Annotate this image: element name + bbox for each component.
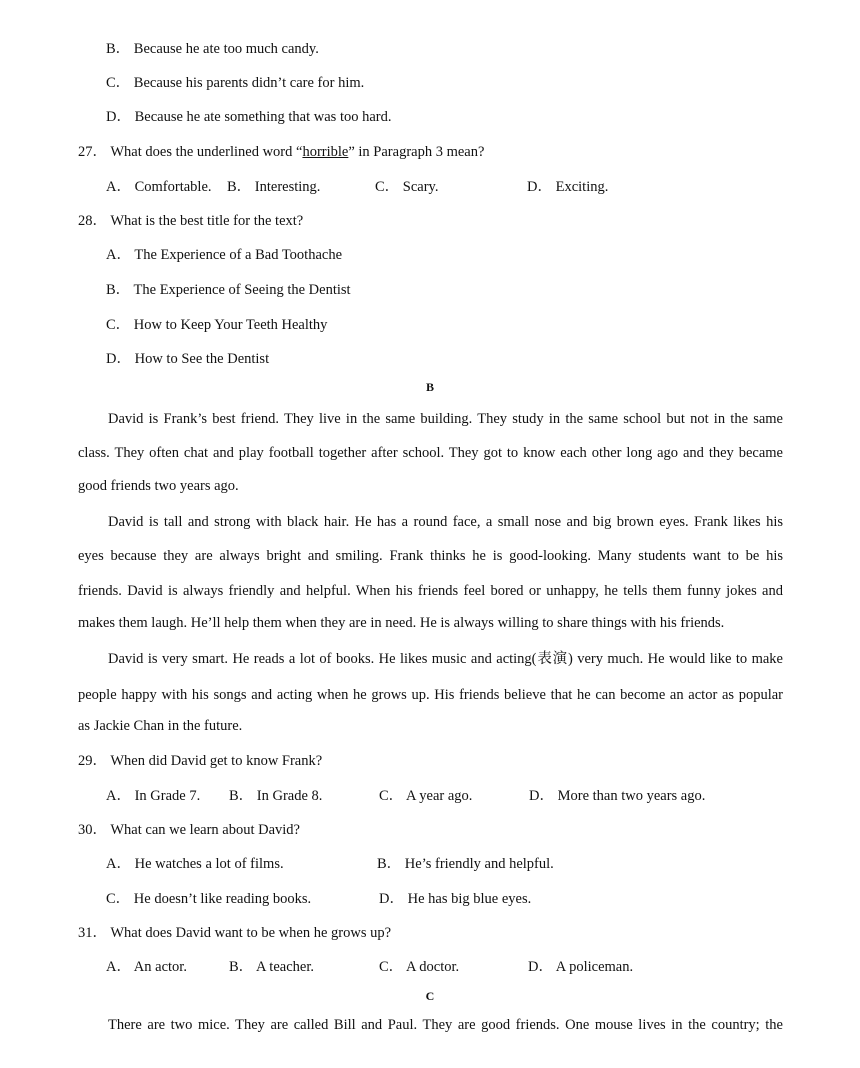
q31-option-a: A． An actor. xyxy=(106,959,187,975)
q30-option-d: D． He has big blue eyes. xyxy=(379,891,532,907)
section-b-heading: B xyxy=(425,380,434,394)
q29-option-a: A． In Grade 7. xyxy=(106,788,201,804)
section-b-p3-line3: as Jackie Chan in the future. xyxy=(78,718,243,734)
q29-option-b: B． In Grade 8. xyxy=(229,788,323,804)
q27-underlined-word: horrible xyxy=(302,144,349,160)
q27-stem-after: ” in Paragraph 3 mean? xyxy=(348,144,485,160)
q30-stem: 30． What can we learn about David? xyxy=(78,822,300,838)
q28-stem: 28． What is the best title for the text? xyxy=(78,213,304,229)
q30-option-b: B． He’s friendly and helpful. xyxy=(377,856,554,872)
section-b-p2-line2: eyes because they are always bright and smiling. Frank thinks he is good-looking. Many students want to be his xyxy=(78,548,783,564)
section-c-heading: C xyxy=(425,989,435,1003)
section-b-p3-line2: people happy with his songs and acting when he grows up. His friends believe that he can become an actor as popular xyxy=(78,687,783,703)
q29-option-c: C． A year ago. xyxy=(379,788,473,804)
section-b-p1-line3: good friends two years ago. xyxy=(78,478,239,494)
q31-option-d: D． A policeman. xyxy=(528,959,634,975)
q28-option-a: A． The Experience of a Bad Toothache xyxy=(106,247,343,263)
section-b-p2-line3: friends. David is always friendly and helpful. When his friends feel bored or unhappy, he tells them funny jokes and xyxy=(78,583,783,599)
section-b-p1-line1: David is Frank’s best friend. They live in the same building. They study in the same school but not in the same xyxy=(108,411,783,427)
section-b-p2-line1: David is tall and strong with black hair. He has a round face, a small nose and big brown eyes. Frank likes his xyxy=(108,514,783,530)
q27-option-b: B． Interesting. xyxy=(227,179,321,195)
q31-stem: 31． What does David want to be when he grows up? xyxy=(78,925,392,941)
section-c-p1-line1: There are two mice. They are called Bill and Paul. They are good friends. One mouse lives in the country; the xyxy=(108,1017,783,1033)
q30-option-c: C． He doesn’t like reading books. xyxy=(106,891,312,907)
q28-option-c: C． How to Keep Your Teeth Healthy xyxy=(106,317,328,333)
q28-option-b: B． The Experience of Seeing the Dentist xyxy=(106,282,351,298)
q27-stem-before: 27． What does the underlined word “ xyxy=(78,144,303,160)
section-b-p2-line4: makes them laugh. He’ll help them when they are in need. He is always willing to share things with his friends. xyxy=(78,615,725,631)
q27-option-c: C． Scary. xyxy=(375,179,439,195)
section-b-p1-line2: class. They often chat and play football together after school. They got to know each other long ago and they became xyxy=(78,445,783,461)
q26-option-c: C． Because his parents didn’t care for him. xyxy=(106,75,365,91)
q31-option-c: C． A doctor. xyxy=(379,959,460,975)
q26-option-d: D． Because he ate something that was too hard. xyxy=(106,109,392,125)
q29-option-d: D． More than two years ago. xyxy=(529,788,706,804)
q28-option-d: D． How to See the Dentist xyxy=(106,351,270,367)
q27-option-a: A． Comfortable. xyxy=(106,179,212,195)
q27-option-d: D． Exciting. xyxy=(527,179,609,195)
section-b-p3-line1: David is very smart. He reads a lot of books. He likes music and acting(表演) very much. He would like to make xyxy=(108,651,783,667)
q29-stem: 29． When did David get to know Frank? xyxy=(78,753,323,769)
q30-option-a: A． He watches a lot of films. xyxy=(106,856,284,872)
q26-option-b: B． Because he ate too much candy. xyxy=(106,41,319,57)
q31-option-b: B． A teacher. xyxy=(229,959,314,975)
q27-stem xyxy=(78,143,484,161)
